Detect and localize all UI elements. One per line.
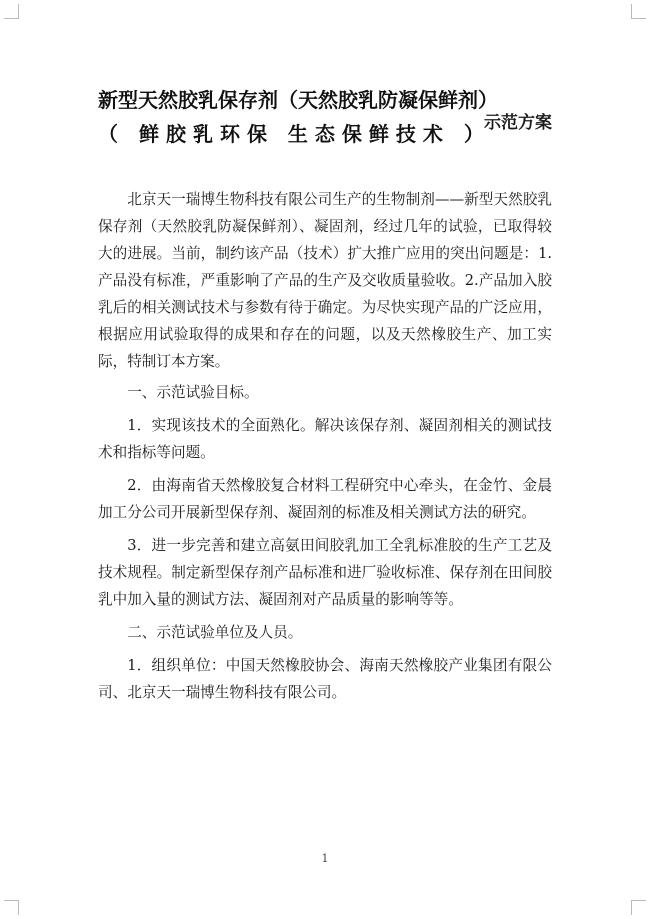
paragraph-goal-1: 1．实现该技术的全面熟化。解决该保存剂、凝固剂相关的测试技术和指标等问题。 [98, 417, 552, 461]
paragraph-unit-1: 1．组织单位：中国天然橡胶协会、海南天然橡胶产业集团有限公司、北京天一瑞博生物科技有限公司。 [98, 657, 552, 701]
page-corner-mark [631, 900, 646, 915]
document-title-suffix: 示范方案 [484, 113, 552, 133]
document-body [98, 186, 552, 712]
paragraph-intro: 北京天一瑞博生物科技有限公司生产的生物制剂——新型天然胶乳保存剂（天然胶乳防凝保鲜剂）、凝固剂，经过几年的试验，已取得较大的进展。当前，制约该产品（技术）扩大推广应用的突出问题是：1.产品没有标准，严重影响了产品的生产及交收质量验收。2.产品加入胶乳后的相关测试技术与参数有待于确定。为尽快实现产品的广泛应用，根据应用试验取得的成果和存在的问题，以及天然橡胶生产、加工实际，特制订本方案。 [98, 191, 552, 370]
page-corner-mark [4, 4, 19, 19]
page-corner-mark [4, 900, 19, 915]
page-corner-mark [631, 4, 646, 19]
document-title-line-2: （ 鲜胶乳环保 生态保鲜技术 ） [98, 122, 491, 146]
section-heading-units: 二、示范试验单位及人员。 [127, 624, 303, 641]
page-number: 1 [321, 852, 329, 865]
document-title-line-1: 新型天然胶乳保存剂（天然胶乳防凝保鲜剂） [98, 88, 498, 112]
section-heading-goals: 一、示范试验目标。 [127, 384, 259, 401]
paragraph-goal-3: 3．进一步完善和建立高氨田间胶乳加工全乳标准胶的生产工艺及技术规程。制定新型保存剂产品标准和进厂验收标准、保存剂在田间胶乳中加入量的测试方法、凝固剂对产品质量的影响等等。 [98, 537, 552, 608]
paragraph-goal-2: 2．由海南省天然橡胶复合材料工程研究中心牵头，在金竹、金晨加工分公司开展新型保存剂、凝固剂的标准及相关测试方法的研究。 [98, 477, 552, 521]
